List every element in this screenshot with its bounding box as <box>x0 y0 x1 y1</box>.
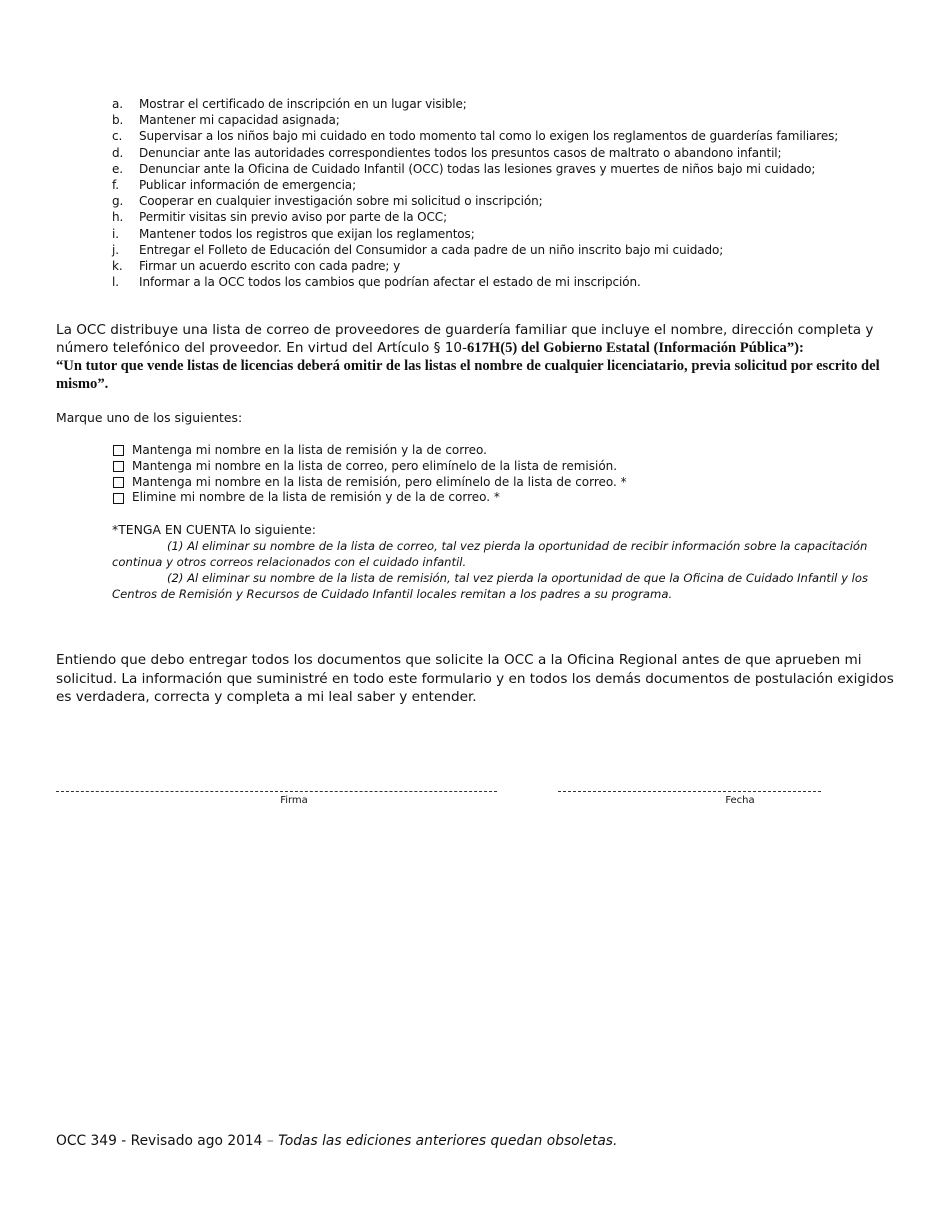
form-revision: OCC 349 - Revisado ago 2014 <box>56 1133 267 1149</box>
list-item-letter: i. <box>112 226 119 241</box>
list-item-letter: b. <box>112 113 124 128</box>
list-item-text: Mantener todos los registros que exijan los reglamentos; <box>139 226 475 241</box>
note-section <box>112 522 872 602</box>
list-item <box>112 96 912 112</box>
occ-mailing-list-paragraph <box>56 321 896 393</box>
list-item-text: Entregar el Folleto de Educación del Consumidor a cada padre de un niño inscrito bajo mi cuidado; <box>139 242 724 257</box>
list-item-text: Mantener mi capacidad asignada; <box>139 113 340 128</box>
attestation-paragraph: Entiendo que debo entregar todos los documentos que solicite la OCC a la Oficina Regional antes de que aprueben mi solicitud. La información que suministré en todo este formulario y en todos los demás documentos de postulación exigidos es verdadera, correcta y completa a mi leal saber y entender. <box>56 652 894 705</box>
obsolete-notice: Todas las ediciones anteriores quedan obsoletas. <box>273 1133 618 1149</box>
option-keep-referral-only[interactable] <box>113 475 627 491</box>
list-item-letter: j. <box>112 242 119 257</box>
list-item <box>112 128 912 144</box>
checkbox[interactable] <box>113 477 124 488</box>
date-label: Fecha <box>725 795 755 806</box>
option-remove-both[interactable] <box>113 490 627 506</box>
list-item <box>112 112 912 128</box>
option-label: Elimine mi nombre de la lista de remisión y de la de correo. * <box>132 490 500 505</box>
list-item-text: Publicar información de emergencia; <box>139 178 357 193</box>
list-item <box>112 226 912 242</box>
occ-paragraph-quote: “Un tutor que vende listas de licencias deberá omitir de las listas el nombre de cualquier licenciatario, previa solicitud por escrito del mismo” <box>56 358 880 392</box>
list-item <box>112 177 912 193</box>
checkbox[interactable] <box>113 461 124 472</box>
list-item-text: Cooperar en cualquier investigación sobre mi solicitud o inscripción; <box>139 194 543 209</box>
list-item <box>112 145 912 161</box>
note-item: (2) Al eliminar su nombre de la lista de remisión, tal vez pierda la oportunidad de que la Oficina de Cuidado Infantil y los Centros de Remisión y Recursos de Cuidado Infantil locales remitan a los padres a su programa. <box>112 571 868 601</box>
list-item-letter: e. <box>112 161 123 176</box>
list-item-letter: c. <box>112 129 123 144</box>
list-item <box>112 209 912 225</box>
option-keep-mailing-only[interactable] <box>113 459 627 475</box>
list-item-letter: a. <box>112 97 123 111</box>
footer-dash: – <box>266 1133 274 1149</box>
list-item <box>112 274 912 290</box>
list-item-text: Denunciar ante la Oficina de Cuidado Infantil (OCC) todas las lesiones graves y muertes de niños bajo mi cuidado; <box>139 161 816 176</box>
list-item-text: Supervisar a los niños bajo mi cuidado en todo momento tal como lo exigen los reglamentos de guarderías familiares; <box>139 129 839 144</box>
occ-paragraph-intro: La OCC distribuye una lista de correo de proveedores de guardería familiar que incluye el nombre, dirección completa y número telefónico del proveedor. En virtud del Artículo § 10- <box>56 322 874 356</box>
note-title: *TENGA EN CUENTA lo siguiente: <box>112 522 316 537</box>
option-label: Mantenga mi nombre en la lista de remisión y la de correo. <box>132 443 487 457</box>
signature-line[interactable] <box>56 790 497 792</box>
list-item-text: Permitir visitas sin previo aviso por parte de la OCC; <box>139 210 448 225</box>
occ-paragraph-statute: 617H(5) del Gobierno Estatal (Información Pública”): <box>466 340 804 356</box>
duties-list <box>112 96 912 290</box>
list-item-text: Mostrar el certificado de inscripción en un lugar visible; <box>139 97 467 111</box>
mark-one-prompt: Marque uno de los siguientes: <box>56 410 243 425</box>
list-item-letter: k. <box>112 259 123 274</box>
list-item-letter: d. <box>112 145 124 160</box>
list-item <box>112 242 912 258</box>
checkbox[interactable] <box>113 493 124 504</box>
list-item <box>112 193 912 209</box>
option-label: Mantenga mi nombre en la lista de remisión, pero elimínelo de la lista de correo. * <box>132 474 627 489</box>
list-item <box>112 258 912 274</box>
date-line[interactable] <box>558 790 821 792</box>
list-item <box>112 161 912 177</box>
list-item-letter: g. <box>112 194 124 209</box>
list-item-letter: l. <box>112 275 119 290</box>
form-footer <box>56 1133 617 1149</box>
list-item-text: Denunciar ante las autoridades correspondientes todos los presuntos casos de maltrato o abandono infantil; <box>139 145 782 160</box>
option-label: Mantenga mi nombre en la lista de correo, pero elimínelo de la lista de remisión. <box>132 458 618 473</box>
list-item-letter: f. <box>112 178 119 193</box>
checkbox[interactable] <box>113 445 124 456</box>
list-item-text: Informar a la OCC todos los cambios que podrían afectar el estado de mi inscripción. <box>139 275 641 290</box>
signature-label: Firma <box>280 795 308 806</box>
occ-paragraph-end: . <box>104 376 109 392</box>
list-item-text: Firmar un acuerdo escrito con cada padre; y <box>139 259 401 274</box>
option-keep-both[interactable] <box>113 443 627 459</box>
mailing-options <box>113 443 627 506</box>
note-item: (1) Al eliminar su nombre de la lista de correo, tal vez pierda la oportunidad de recibir información sobre la capacitación continua y otros correos relacionados con el cuidado infantil. <box>112 539 868 569</box>
list-item-letter: h. <box>112 210 124 225</box>
